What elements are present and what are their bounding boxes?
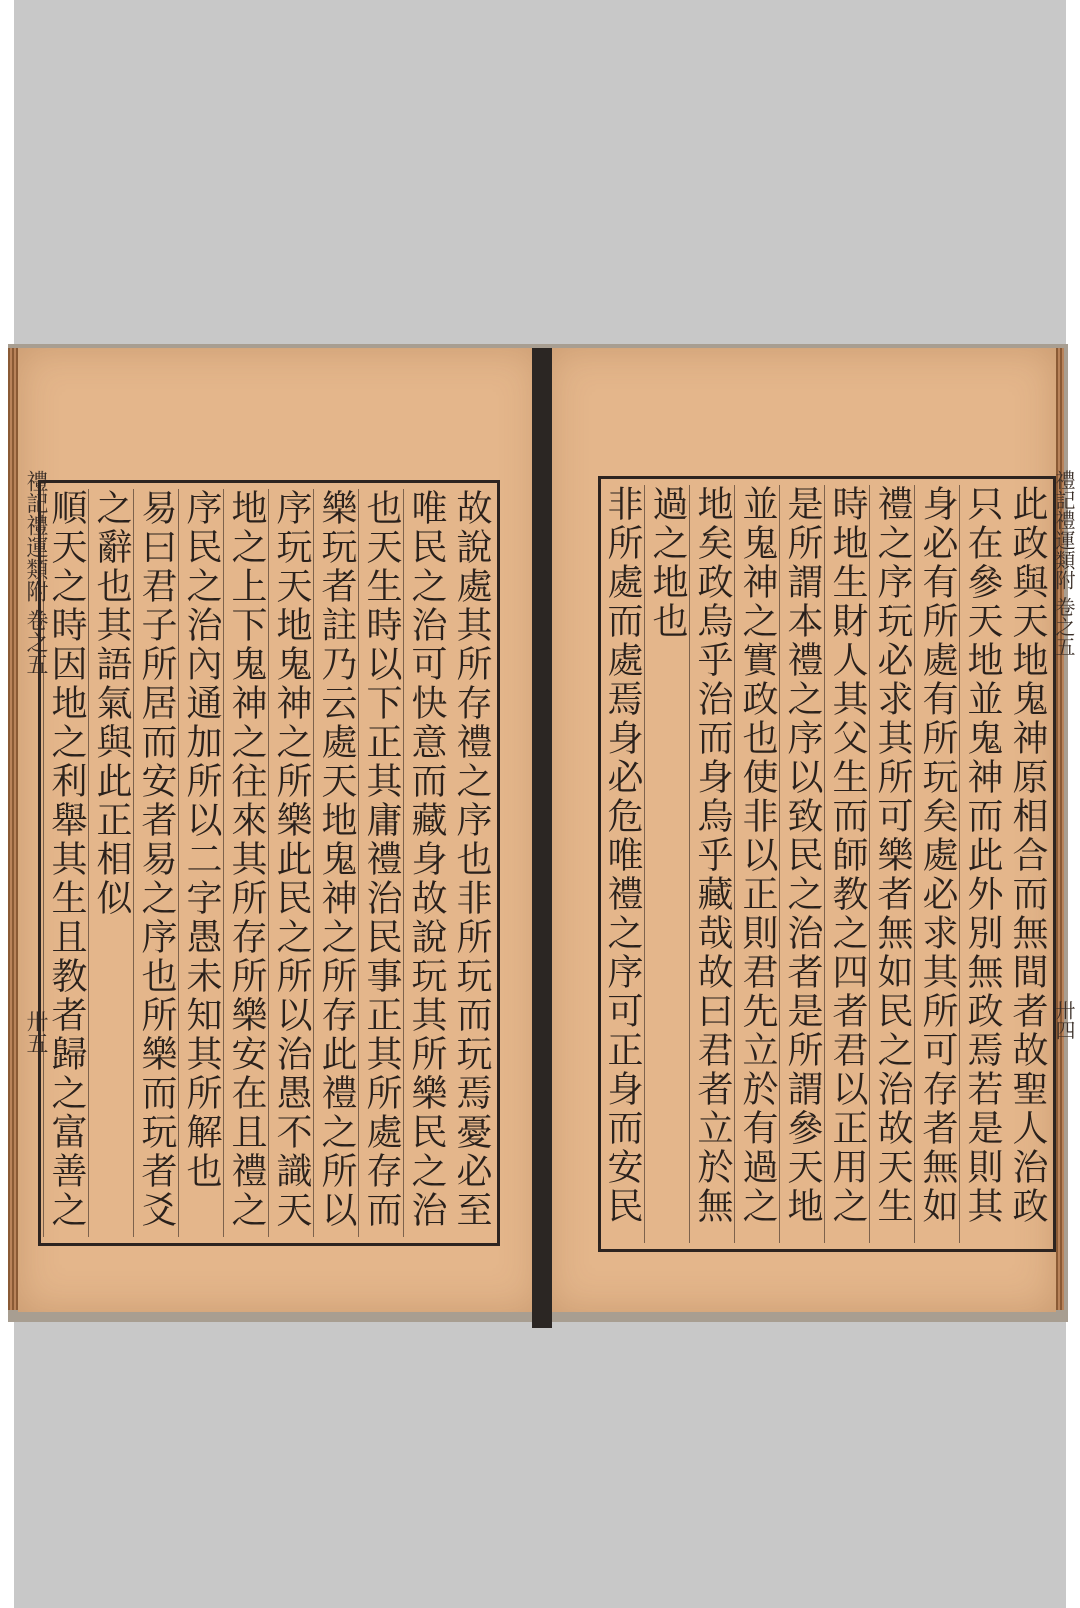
left-column-10: 順天之時因地之利舉其生且教者歸之富善之 (43, 489, 88, 1237)
right-margin-title: 禮記禮運類附 卷之五 (1052, 470, 1076, 657)
left-column-4: 樂玩者註乃云處天地鬼神之所存此禮之所以 (313, 489, 358, 1237)
right-column-10: 非所處而處焉身必危唯禮之序可正身而安民 (599, 485, 644, 1243)
left-folio: 卅五 (23, 1010, 48, 1054)
right-column-8: 地矣政烏乎治而身烏乎藏哉故曰君者立於無 (689, 485, 734, 1243)
right-folio: 卅四 (1052, 1000, 1076, 1040)
left-column-5: 序玩天地鬼神之所樂此民之所以治愚不識天 (268, 489, 313, 1237)
left-margin-title: 禮記禮運類附 卷之五 (23, 470, 48, 675)
right-column-9: 過之地也 (644, 485, 689, 1243)
right-column-3: 身必有所處有所玩矣處必求其所可存者無如 (914, 485, 959, 1243)
left-column-1: 故說處其所存禮之序也非所玩而玩焉憂必至 (451, 489, 492, 1230)
left-column-2: 唯民之治可快意而藏身故說玩其所樂民之治 (403, 489, 448, 1237)
left-text-frame (38, 480, 500, 1246)
right-white-margin (1066, 0, 1080, 1608)
right-column-7: 並鬼神之實政也使非以正則君先立於有過之 (734, 485, 779, 1243)
right-column-6: 是所謂本禮之序以致民之治者是所謂參天地 (779, 485, 824, 1243)
book-spine (532, 348, 552, 1328)
left-column-7: 序民之治內通加所以二字愚未知其所解也 (178, 489, 223, 1237)
left-column-9: 之辭也其語氣與此正相似 (88, 489, 133, 1237)
left-column-8: 易曰君子所居而安者易之序也所樂而玩者爻 (133, 489, 178, 1237)
right-text-frame (598, 476, 1056, 1252)
left-column-6: 地之上下鬼神之往來其所存所樂安在且禮之 (223, 489, 268, 1237)
right-column-1: 此政與天地鬼神原相合而無間者故聖人治政 (1007, 485, 1048, 1226)
left-column-3: 也天生時以下正其庸禮治民事正其所處存而 (358, 489, 403, 1237)
right-column-2: 只在參天地並鬼神而此外別無政焉若是則其 (959, 485, 1004, 1243)
right-column-5: 時地生財人其父生而師教之四者君以正用之 (824, 485, 869, 1243)
right-column-4: 禮之序玩必求其所可樂者無如民之治故天生 (869, 485, 914, 1243)
